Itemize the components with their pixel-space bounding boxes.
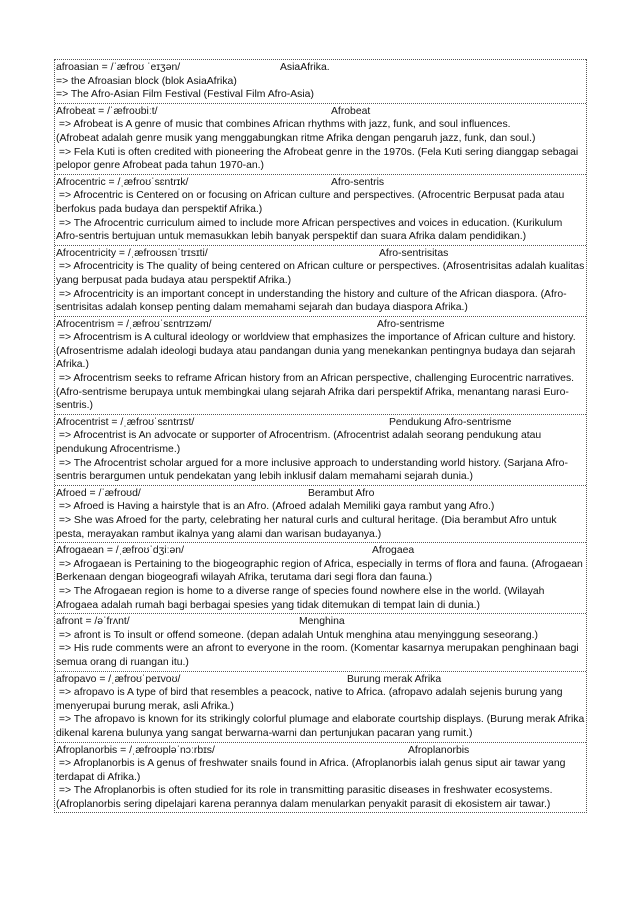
headword: afroasian = /ˈæfroʊ ˈeɪʒən/ (56, 62, 181, 73)
example-line: => His rude comments were an afront to everyone in the room. (Komentar kasarnya merupakan penghinaan bagi semua orang di ruangan itu.) (56, 643, 582, 668)
translation: Menghina (299, 616, 345, 628)
example-line: => Afrocentrist is An advocate or supporter of Afrocentrism. (Afrocentrist adalah seorang pendukung atau pendukung Afrocentrisme.) (56, 430, 545, 456)
example-line: => afront is To insult or offend someone. (depan adalah Untuk menghina atau menyinggung seseorang.) (56, 629, 538, 641)
example-line: => The Afrocentric curriculum aimed to include more African perspectives and voices in education. (Kurikulum Afro-sentris bertujuan untuk memasukkan lebih banyak perspektif dan suara Afrika dalam pendidikan.) (56, 217, 565, 243)
entry-header (56, 544, 586, 558)
entry-header (56, 318, 586, 332)
entry-header (56, 744, 586, 758)
example-line: => Afrocentric is Centered on or focusing on African culture and perspectives. (Afrocentric Berpusat pada atau berfokus pada budaya dan perspektif Afrika.) (56, 190, 568, 215)
entry-header (56, 416, 586, 430)
dictionary-table (54, 59, 587, 813)
dictionary-entry (55, 59, 586, 103)
example-line: => Afroed is Having a hairstyle that is an Afro. (Afroed adalah Memiliki gaya rambut yang Afro.) (56, 501, 495, 513)
dictionary-entry (55, 316, 586, 414)
example-line: => Afroplanorbis is A genus of freshwater snails found in Africa. (Afroplanorbis ialah genus siput air tawar yang terdapat di Afrika.) (56, 758, 569, 783)
example-line: => Afrocentricity is The quality of being centered on African culture or perspectives. (Afrosentrisitas adalah kualitas yang berpusat pada budaya atau perspektif Afrika.) (56, 261, 588, 286)
entry-header (56, 487, 586, 501)
entry-header (56, 176, 586, 190)
headword: Afrobeat = /ˈæfroʊbiːt/ (56, 105, 158, 117)
dictionary-entry (55, 613, 586, 670)
translation: Afroplanorbis (408, 744, 470, 756)
translation: Afrobeat (331, 105, 371, 117)
example-line: => The Afro-Asian Film Festival (Festival Film Afro-Asia) (56, 89, 314, 101)
headword: Afrocentric = /ˌæfroʊˈsɛntrɪk/ (56, 176, 189, 188)
example-line: => The Afrocentrist scholar argued for a more inclusive approach to understanding world history. (Sarjana Afro-sentris berargumen untuk pendekatan yang lebih inklusif dalam memahami sejarah dunia.) (56, 457, 568, 483)
headword: Afroed = /ˈæfroʊd/ (56, 487, 141, 499)
translation: Berambut Afro (308, 487, 375, 499)
dictionary-entry (55, 174, 586, 245)
example-line: => The Afrogaean region is home to a diverse range of species found nowhere else in the world. (Wilayah Afrogaea adalah rumah bagi berbagai spesies yang tidak ditemukan di tempat lain di dunia.) (56, 585, 547, 611)
dictionary-entry (55, 485, 586, 542)
example-line: => the Afroasian block (blok AsiaAfrika) (56, 75, 237, 87)
translation: Afro-sentris (331, 176, 385, 188)
translation: Pendukung Afro-sentrisme (389, 416, 512, 428)
headword: afront = /əˈfrʌnt/ (56, 616, 130, 628)
headword: Afrocentrism = /ˌæfroʊˈsɛntrɪzəm/ (56, 318, 212, 330)
headword: Afrocentricity = /ˌæfroʊsɛnˈtrɪsɪti/ (56, 247, 208, 259)
dictionary-entry (55, 671, 586, 742)
headword: afropavo = /ˌæfroʊˈpeɪvoʊ/ (56, 673, 181, 685)
headword: Afroplanorbis = /ˌæfroʊpləˈnɔːrbɪs/ (56, 744, 215, 756)
dictionary-entry (55, 414, 586, 485)
translation: Afro-sentrisitas (379, 247, 449, 259)
dictionary-entry (55, 542, 586, 613)
translation: Afrogaea (372, 545, 415, 557)
dictionary-entry (55, 103, 586, 174)
example-line: => Fela Kuti is often credited with pioneering the Afrobeat genre in the 1970s. (Fela Kuti sering dianggap sebagai pelopor genre Afrobeat pada tahun 1970-an.) (56, 146, 582, 172)
example-line: => Afrocentricity is an important concept in understanding the history and culture of the African diaspora. (Afro-sentrisitas adalah konsep penting dalam memahami sejarah dan budaya diaspora Afrika.) (56, 288, 567, 314)
example-line: => The afropavo is known for its strikingly colorful plumage and elaborate courtship displays. (Burung merak Afrika dikenal karena bulunya yang sangat berwarna-warni dan pertunjukan pacaran yang rumit.) (56, 714, 588, 739)
entry-header (56, 105, 586, 119)
entry-header (56, 61, 586, 75)
dictionary-entry (55, 245, 586, 316)
example-line: => Afrogaean is Pertaining to the biogeographic region of Africa, especially in terms of flora and fauna. (Afrogaean Berkenaan dengan biogeografi wilayah Afrika, terutama dari segi flora dan fauna.) (56, 558, 586, 584)
example-line: => She was Afroed for the party, celebrating her natural curls and cultural heritage. (Dia berambut Afro untuk pesta, merayakan rambut ikalnya yang alami dan warisan budayanya.) (56, 515, 560, 540)
translation: Burung merak Afrika (347, 673, 442, 685)
headword: Afrocentrist = /ˌæfroʊˈsɛntrɪst/ (56, 416, 195, 428)
example-line: => Afrocentrism seeks to reframe African history from an African perspective, challenging Eurocentric narratives. (Afro-sentrisme berupaya untuk membingkai ulang sejarah Afrika dari perspektif Afrika, menantang narasi Euro-sentris.) (56, 373, 577, 412)
translation: Afro-sentrisme (377, 318, 445, 330)
entry-header (56, 673, 586, 687)
headword: Afrogaean = /ˌæfroʊˈdʒiːən/ (56, 545, 184, 557)
example-line: => The Afroplanorbis is often studied for its role in transmitting parasitic diseases in freshwater ecosystems. (Afroplanorbis sering dipelajari karena perannya dalam menularkan penyakit parasit di ekosistem air tawar.) (56, 785, 556, 810)
example-line: (Afrobeat adalah genre musik yang menggabungkan ritme Afrika dengan pengaruh jazz, funk, dan soul.) (56, 132, 536, 144)
entry-header (56, 615, 586, 629)
example-line: => Afrocentrism is A cultural ideology or worldview that emphasizes the importance of African culture and history. (Afrosentrisme adalah ideologi budaya atau pandangan dunia yang menekankan pentingnya budaya dan sejarah Afrika.) (56, 332, 579, 371)
translation: AsiaAfrika. (280, 62, 330, 73)
example-line: => Afrobeat is A genre of music that combines African rhythms with jazz, funk, and soul influences. (56, 119, 511, 131)
entry-header (56, 247, 586, 261)
example-line: => afropavo is A type of bird that resembles a peacock, native to Africa. (afropavo adalah sejenis burung yang menyerupai burung merak, asli Afrika.) (56, 687, 566, 712)
dictionary-entry (55, 742, 586, 813)
